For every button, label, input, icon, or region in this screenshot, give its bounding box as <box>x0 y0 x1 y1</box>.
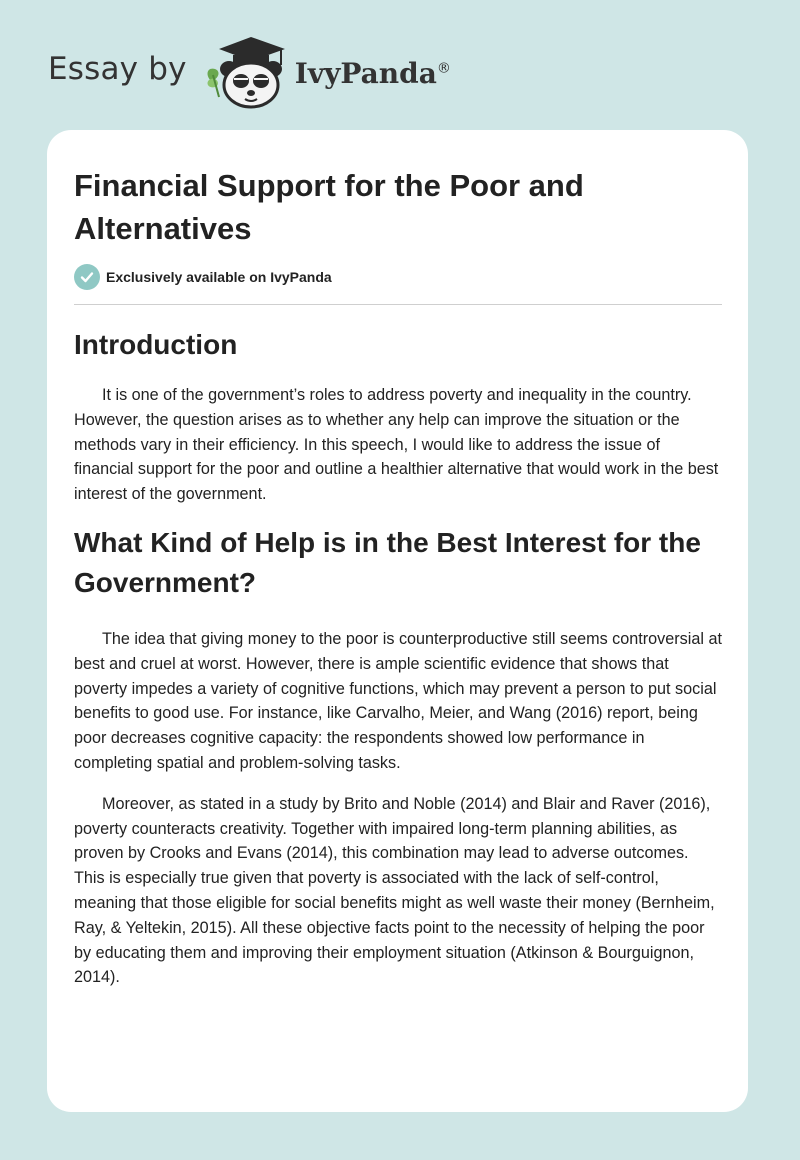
paragraph: It is one of the government’s roles to address poverty and inequality in the country. However, the question arises as to whether any help can improve the situation or the methods vary in their efficiency. In this speech, I would like to address the issue of financial support for the poor and outline a healthier alternative that would work in the best interest of the government. <box>74 386 719 504</box>
brand-header <box>48 36 451 108</box>
paragraph: Moreover, as stated in a study by Brito and Noble (2014) and Blair and Raver (2016), poverty counteracts creativity. Together with impaired long-term planning abilities, as proven by Crooks and Evans (2014), this combination may lead to adverse outcomes. This is especially true given that poverty is associated with the lack of self-control, meaning that those eligible for social benefits might as well waste their money (Bernheim, Ray, & Yeltekin, 2015). All these objective facts point to the necessity of helping the poor by educating them and improving their employment situation (Atkinson & Bourguignon, 2014). <box>74 794 715 987</box>
panda-logo-icon <box>201 35 291 109</box>
brand-name[interactable]: IvyPanda® <box>294 56 451 90</box>
essay-title: Financial Support for the Poor and Alternatives <box>74 168 584 246</box>
essay-card <box>47 130 748 1112</box>
exclusive-badge <box>74 264 722 305</box>
leaf-icon <box>207 69 218 97</box>
check-icon <box>74 264 100 290</box>
essay-by-label: Essay by <box>48 51 187 87</box>
badge-text: Exclusively available on IvyPanda <box>106 269 332 285</box>
section-heading-best-interest: What Kind of Help is in the Best Interest for the Government? <box>74 526 701 598</box>
section-heading-introduction: Introduction <box>74 329 238 360</box>
paragraph: The idea that giving money to the poor is counterproductive still seems controversial at best and cruel at worst. However, there is ample scientific evidence that shows that poverty impedes a variety of cognitive functions, which may prevent a person to put social benefits to good use. For instance, like Carvalho, Meier, and Wang (2016) report, being poor decreases cognitive capacity: the respondents showed low performance in completing spatial and problem-solving tasks. <box>74 629 722 772</box>
